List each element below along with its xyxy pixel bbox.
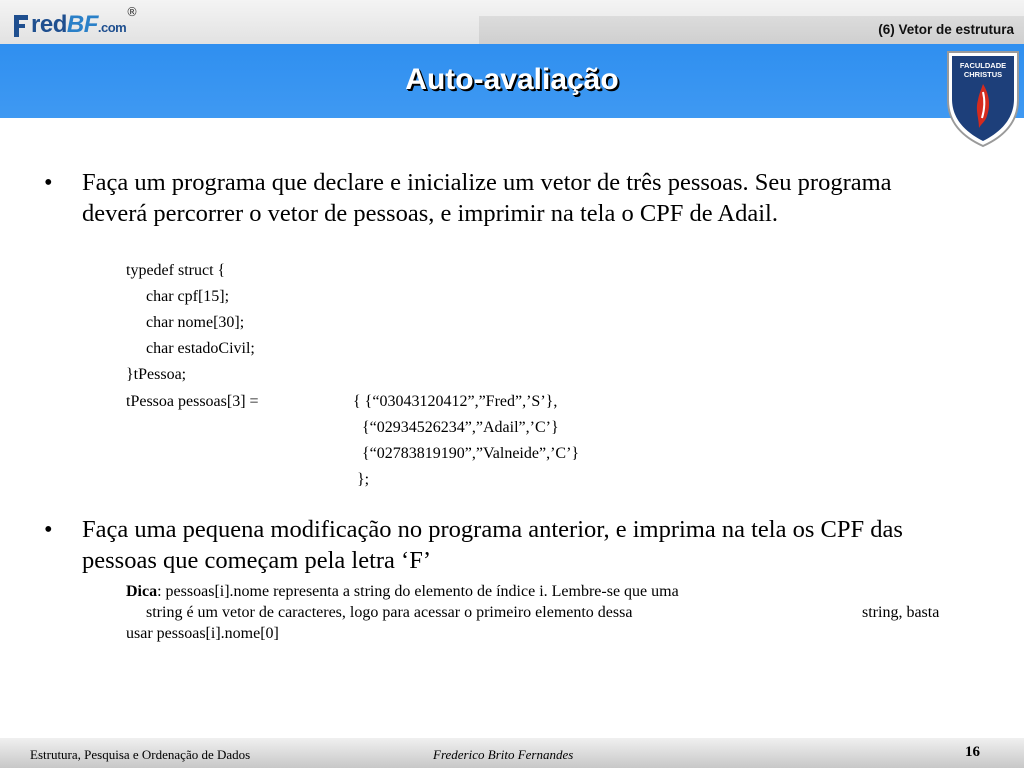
registered-mark: ® bbox=[126, 5, 138, 19]
code-line-4: char estadoCivil; bbox=[146, 340, 255, 357]
bullet-item-2 bbox=[44, 514, 952, 576]
logo-main-text: red bbox=[31, 11, 67, 38]
faculdade-christus-emblem bbox=[945, 48, 1021, 148]
emblem-line1: FACULDADE bbox=[959, 61, 1007, 70]
code-line-2: char cpf[15]; bbox=[146, 288, 230, 305]
hint-text-1: : pessoas[i].nome representa a string do elemento de índice i. Lembre-se que uma bbox=[157, 583, 679, 600]
emblem-line2: CHRISTUS bbox=[963, 70, 1003, 79]
hint-line-3: usar pessoas[i].nome[0] bbox=[126, 625, 279, 642]
code-line-6-left: tPessoa pessoas[3] = bbox=[126, 393, 259, 410]
fredbf-logo bbox=[14, 5, 144, 41]
footer-course: Estrutura, Pesquisa e Ordenação de Dados bbox=[30, 747, 251, 762]
page-number: 16 bbox=[965, 744, 980, 760]
code-line-5: }tPessoa; bbox=[126, 366, 187, 383]
bullet-1-text: Faça um programa que declare e inicialize um vetor de três pessoas. Seu programa deverá percorrer o vetor de pessoas, e imprimir na tela o CPF de Adail. bbox=[82, 169, 892, 227]
logo-accent-text: BF bbox=[66, 11, 98, 38]
code-line-3: char nome[30]; bbox=[146, 314, 245, 331]
slide-title: Auto-avaliação bbox=[405, 63, 619, 96]
code-line-6-right: { {“03043120412”,”Fred”,’S’}, bbox=[353, 393, 558, 410]
logo-wordmark bbox=[31, 11, 126, 39]
bullet-item-1 bbox=[44, 167, 952, 229]
bullet-dot: • bbox=[44, 169, 53, 196]
footer-author: Frederico Brito Fernandes bbox=[433, 747, 574, 762]
bullet-dot: • bbox=[44, 516, 53, 543]
logo-suffix-text: .com bbox=[97, 20, 127, 35]
hint-line-1 bbox=[126, 582, 966, 602]
hint-label: Dica bbox=[126, 583, 158, 600]
section-label: (6) Vetor de estrutura bbox=[479, 16, 1024, 44]
hint-line-2b: string, basta bbox=[862, 604, 940, 621]
code-line-1: typedef struct { bbox=[126, 262, 226, 279]
code-line-8: {“02783819190”,”Valneide”,’C’} bbox=[362, 445, 580, 462]
code-line-9: }; bbox=[357, 471, 370, 488]
bullet-2-text: Faça uma pequena modificação no programa anterior, e imprima na tela os CPF das pessoas que começam pela letra ‘F’ bbox=[82, 516, 903, 574]
logo-f-mark-icon bbox=[14, 15, 28, 37]
code-line-7: {“02934526234”,”Adail”,’C’} bbox=[362, 419, 559, 436]
hint-line-2a: string é um vetor de caracteres, logo para acessar o primeiro elemento dessa bbox=[146, 604, 633, 621]
